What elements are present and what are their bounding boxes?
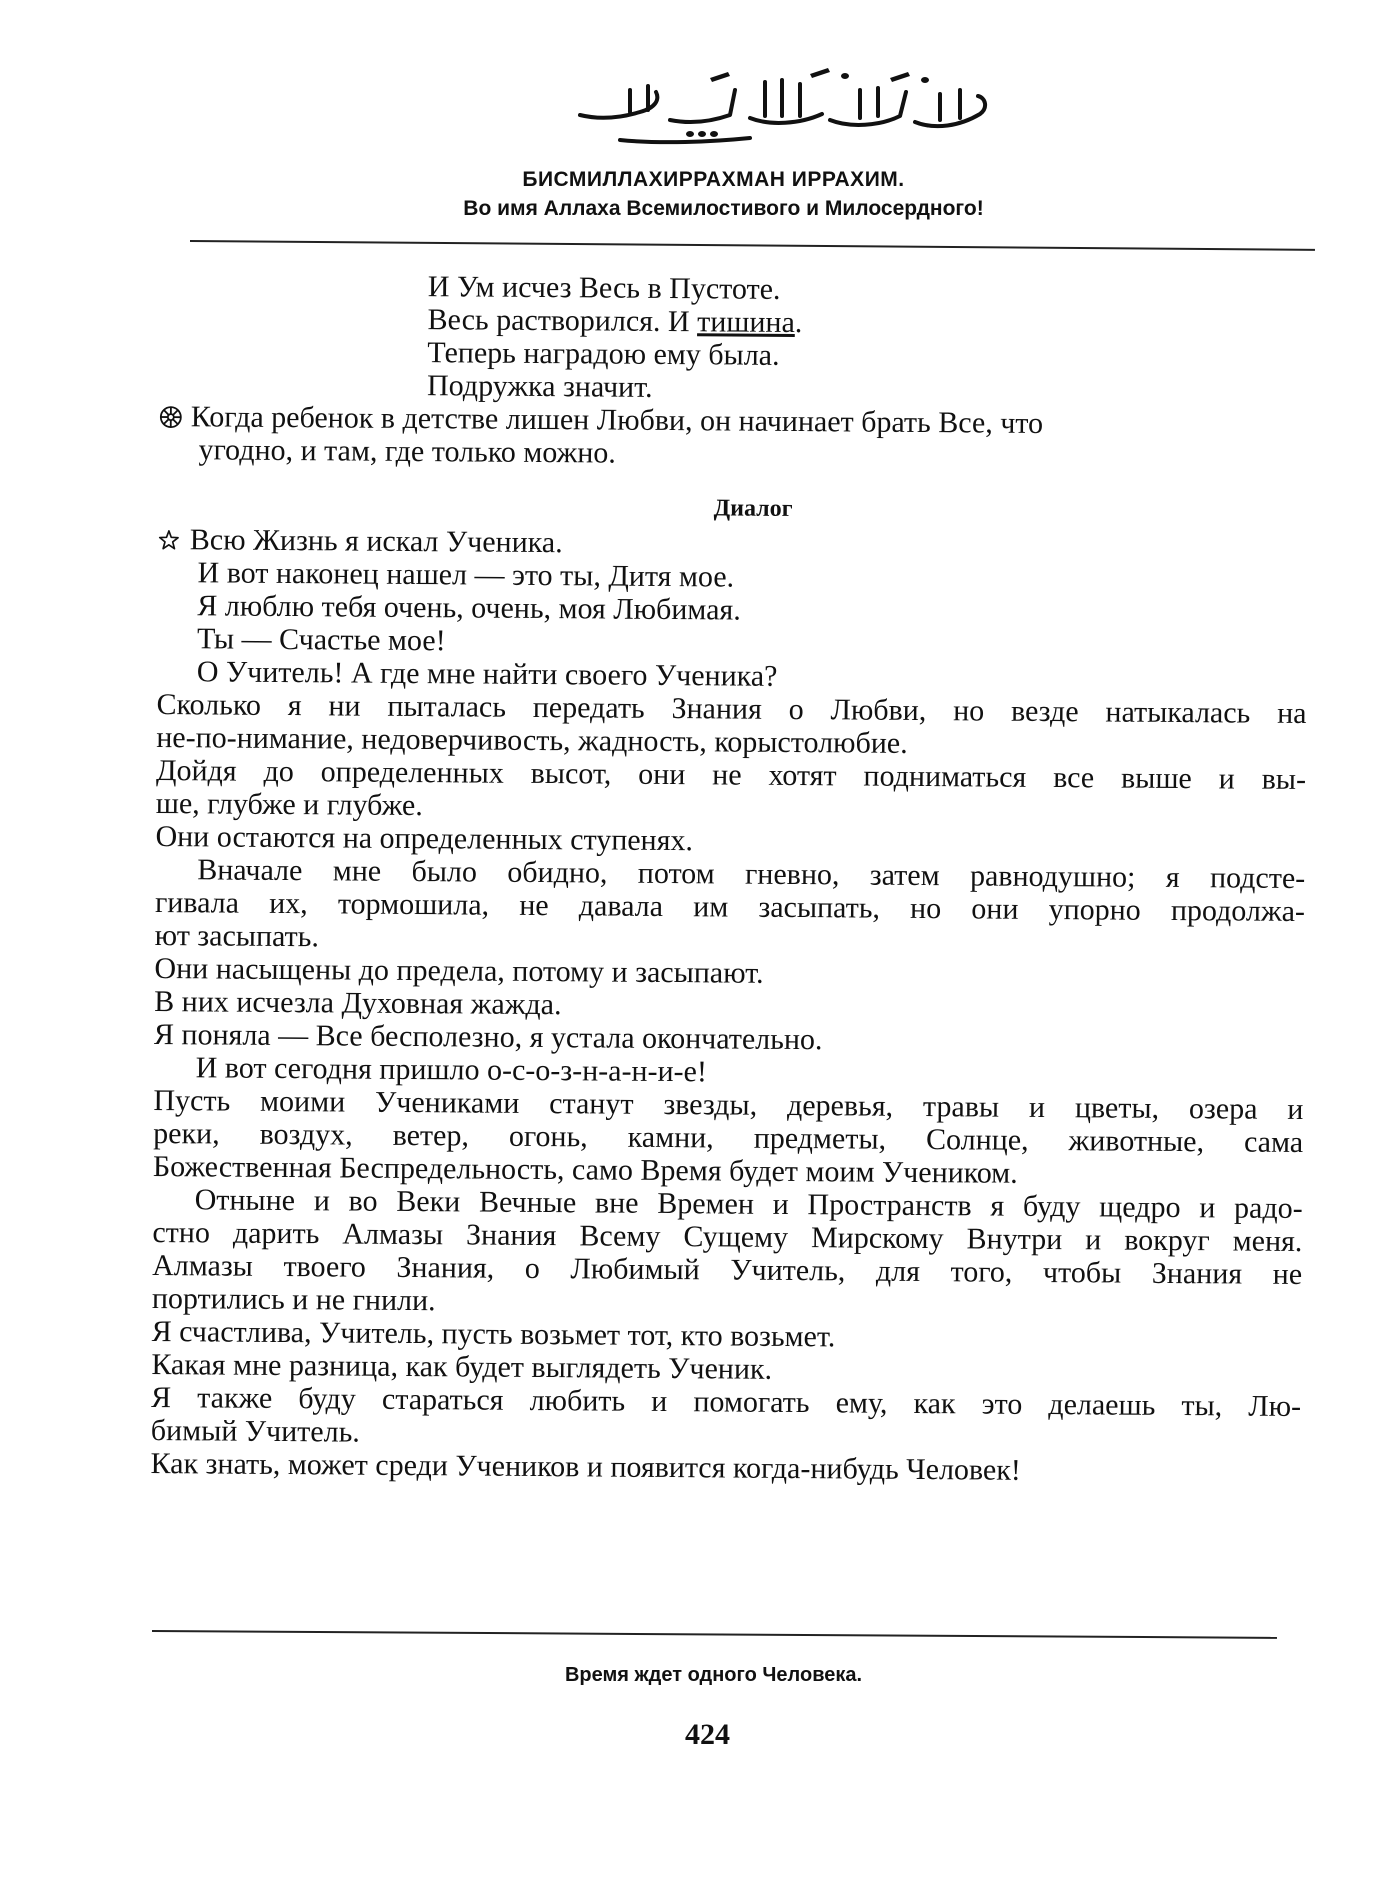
dialog-line: Как знать, может среди Учеников и появится когда-нибудь Человек! bbox=[150, 1446, 1021, 1487]
dialog-line: бимый Учитель. bbox=[150, 1413, 360, 1449]
header-divider bbox=[190, 240, 1315, 251]
footer-divider bbox=[152, 1630, 1277, 1639]
note-text: Когда ребенок в детстве лишен Любви, он начинает брать Все, что bbox=[190, 400, 1044, 440]
footer-motto: Время ждет одного Человека. bbox=[564, 1664, 863, 1686]
dialog-line: Они остаются на определенных ступенях. bbox=[155, 819, 694, 858]
dialog-line: Я люблю тебя очень, очень, моя Любимая. bbox=[197, 589, 741, 627]
dialog-text: Всю Жизнь я искал Ученика. bbox=[189, 523, 563, 560]
dialog-line: Ты — Счастье мое! bbox=[196, 622, 446, 658]
dialog-line: реки, воздух, ветер, огонь, камни, предметы, Солнце, животные, сама bbox=[153, 1116, 1304, 1160]
dialog-line: В них исчезла Духовная жажда. bbox=[154, 984, 562, 1022]
verse-line: Теперь наградою ему была. bbox=[427, 336, 780, 372]
flower-icon bbox=[159, 400, 191, 433]
dialog-line: Я поняла — Все бесполезно, я устала окончательно. bbox=[153, 1017, 823, 1057]
header-subtitle: Во имя Аллаха Всемилостивого и Милосердного! bbox=[463, 197, 984, 220]
verse-text: Весь растворился. И bbox=[427, 303, 698, 339]
dialog-line: Сколько я ни пыталась передать Знания о Любви, но везде натыкалась на bbox=[156, 687, 1307, 731]
dialog-line: Они насыщены до предела, потому и засыпают. bbox=[154, 951, 764, 990]
page-number: 424 bbox=[685, 1718, 730, 1751]
dialog-line: стно дарить Алмазы Знания Всему Сущему Мирскому Внутри и вокруг меня. bbox=[152, 1215, 1303, 1259]
verse-text: . bbox=[794, 305, 803, 340]
page-body bbox=[150, 268, 1309, 1489]
dialog-line: О Учитель! А где мне найти своего Ученика? bbox=[196, 655, 778, 693]
note-line: угодно, и там, где только можно. bbox=[198, 433, 616, 470]
dialog-line: ют засыпать. bbox=[154, 918, 320, 954]
dialog-line: Какая мне разница, как будет выглядеть Ученик. bbox=[151, 1347, 773, 1386]
section-heading: Диалог bbox=[713, 495, 793, 522]
dialog-line: Алмазы твоего Знания, о Любимый Учитель, для того, чтобы Знания не bbox=[152, 1248, 1303, 1292]
verse-line: И Ум исчез Весь в Пустоте. bbox=[427, 270, 781, 306]
dialog-line: Отныне и во Веки Вечные вне Времен и Пространств я буду щедро и радо- bbox=[194, 1183, 1303, 1226]
dialog-line: Божественная Беспредельность, само Время будет моим Учеником. bbox=[152, 1149, 1018, 1190]
dialog-line: И вот сегодня пришло о-с-о-з-н-а-н-и-е! bbox=[195, 1051, 708, 1089]
dialog-line: Дойдя до определенных высот, они не хотят подниматься все выше и вы- bbox=[155, 753, 1307, 797]
dialog-line: портились и не гнили. bbox=[151, 1281, 436, 1318]
underlined-word: тишина bbox=[697, 305, 796, 339]
verse-line: Подружка значит. bbox=[426, 369, 653, 404]
dialog-line: Я счастлива, Учитель, пусть возьмет тот, кто возьмет. bbox=[151, 1314, 836, 1354]
bismillah-calligraphy bbox=[560, 60, 1000, 150]
dialog-line: Пусть моими Учениками станут звезды, деревья, травы и цветы, озера и bbox=[153, 1083, 1304, 1127]
dialog-line: И вот наконец нашел — это ты, Дитя мое. bbox=[197, 556, 735, 594]
dialog-line: ше, глубже и глубже. bbox=[155, 786, 423, 823]
dialog-line: не-по-нимание, недоверчивость, жадность, корыстолюбие. bbox=[156, 720, 908, 760]
star-icon bbox=[158, 523, 190, 556]
dialog-line: Вначале мне было обидно, потом гневно, затем равнодушно; я подсте- bbox=[197, 853, 1306, 896]
header-title: БИСМИЛЛАХИРРАХМАН ИРРАХИМ. bbox=[522, 168, 905, 191]
dialog-line: Я также буду стараться любить и помогать ему, как это делаешь ты, Лю- bbox=[150, 1380, 1302, 1423]
dialog-line: гивала их, тормошила, не давала им засыпать, но они упорно продолжа- bbox=[154, 885, 1306, 929]
